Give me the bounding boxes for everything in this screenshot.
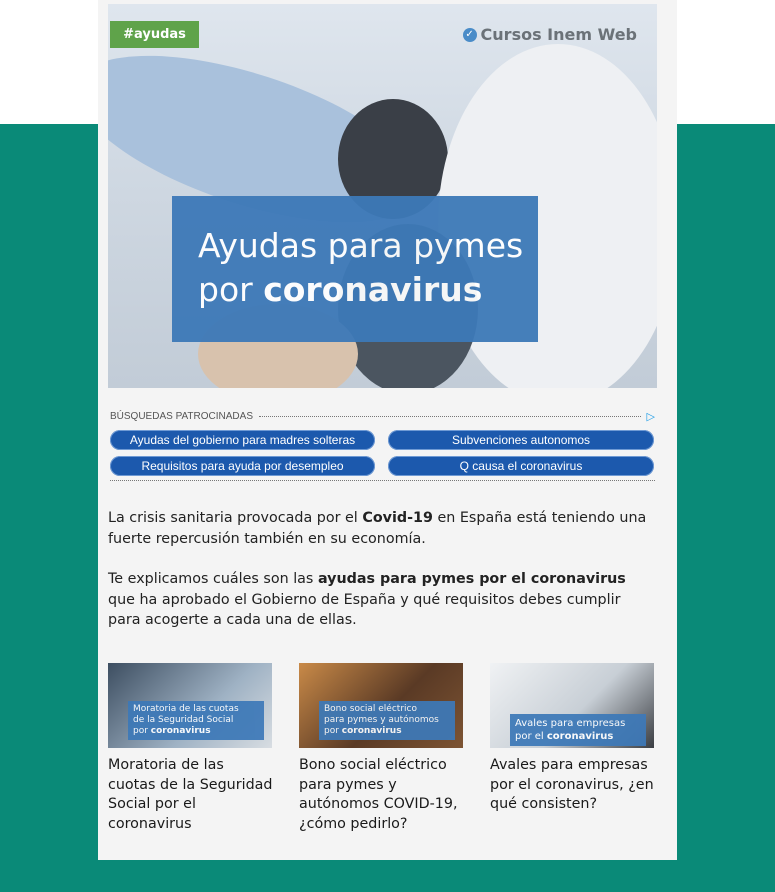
sponsored-searches <box>110 410 655 473</box>
thumb-line3 <box>324 726 450 737</box>
post-thumbnail[interactable] <box>299 663 463 748</box>
p2-bold: ayudas para pymes por el coronavirus <box>317 571 626 587</box>
hero-title-line2 <box>198 270 482 309</box>
post-title-link[interactable]: Moratoria de las cuotas de la Seguridad Social por el coronavirus <box>108 757 273 832</box>
sponsored-heading: BÚSQUEDAS PATROCINADAS <box>110 411 253 422</box>
thumbnail-caption <box>510 714 646 746</box>
hero-title-box <box>172 196 538 342</box>
thumb-prefix: por <box>324 726 342 736</box>
p1-text-a: La crisis sanitaria provocada por el <box>108 510 363 526</box>
hero-title-prefix: por <box>198 270 264 309</box>
article-card <box>98 0 677 860</box>
explain-paragraph <box>108 569 653 631</box>
thumbnail-caption <box>319 701 455 740</box>
thumb-line2: para pymes y autónomos <box>324 715 439 725</box>
hero-title-bold: coronavirus <box>263 270 483 309</box>
thumb-line1: Avales para empresas <box>515 718 626 729</box>
hero-title-line1: Ayudas para pymes <box>198 226 524 265</box>
p2-text-b: que ha aprobado el Gobierno de España y qué requisitos debes cumplir para acogerte a cada una de ellas. <box>108 591 621 628</box>
related-post[interactable] <box>490 663 656 815</box>
check-icon: ✓ <box>463 28 477 42</box>
thumb-line3 <box>133 726 259 737</box>
ad-choices-icon[interactable]: ▷ <box>646 411 655 423</box>
intro-paragraph <box>108 508 653 549</box>
related-post[interactable] <box>108 663 274 834</box>
dotted-divider <box>259 416 641 417</box>
thumb-prefix: por el <box>515 731 547 742</box>
post-title-link[interactable]: Avales para empresas por el coronavirus, ¿en qué consisten? <box>490 757 654 812</box>
p1-text-b: en España está teniendo una fuerte repercusión también en su economía. <box>108 510 647 547</box>
dotted-divider-bottom <box>110 480 655 481</box>
thumbnail-caption <box>128 701 264 740</box>
sponsored-link-desempleo[interactable]: Requisitos para ayuda por desempleo <box>110 456 375 476</box>
brand-logo <box>463 25 637 44</box>
sponsored-link-subvenciones[interactable]: Subvenciones autonomos <box>388 430 654 450</box>
post-thumbnail[interactable] <box>490 663 654 748</box>
thumb-bold: coronavirus <box>341 726 402 736</box>
hashtag-label: #ayudas <box>110 21 199 48</box>
thumb-prefix: por <box>133 726 151 736</box>
thumb-line2: de la Seguridad Social <box>133 715 234 725</box>
thumb-line3 <box>515 730 641 743</box>
related-post[interactable] <box>299 663 465 834</box>
post-title-link[interactable]: Bono social eléctrico para pymes y autónomos COVID-19, ¿cómo pedirlo? <box>299 757 458 832</box>
thumb-line1: Moratoria de las cuotas <box>133 704 239 714</box>
p2-text-a: Te explicamos cuáles son las <box>108 571 318 587</box>
thumb-bold: coronavirus <box>150 726 211 736</box>
brand-name: Cursos Inem Web <box>480 25 637 44</box>
sponsored-link-coronavirus[interactable]: Q causa el coronavirus <box>388 456 654 476</box>
hero-image <box>108 4 657 388</box>
sponsored-header <box>110 410 655 423</box>
thumb-line1: Bono social eléctrico <box>324 704 417 714</box>
post-thumbnail[interactable] <box>108 663 272 748</box>
thumb-bold: coronavirus <box>546 731 614 742</box>
p1-bold: Covid-19 <box>362 510 433 526</box>
sponsored-link-madres-solteras[interactable]: Ayudas del gobierno para madres solteras <box>110 430 375 450</box>
